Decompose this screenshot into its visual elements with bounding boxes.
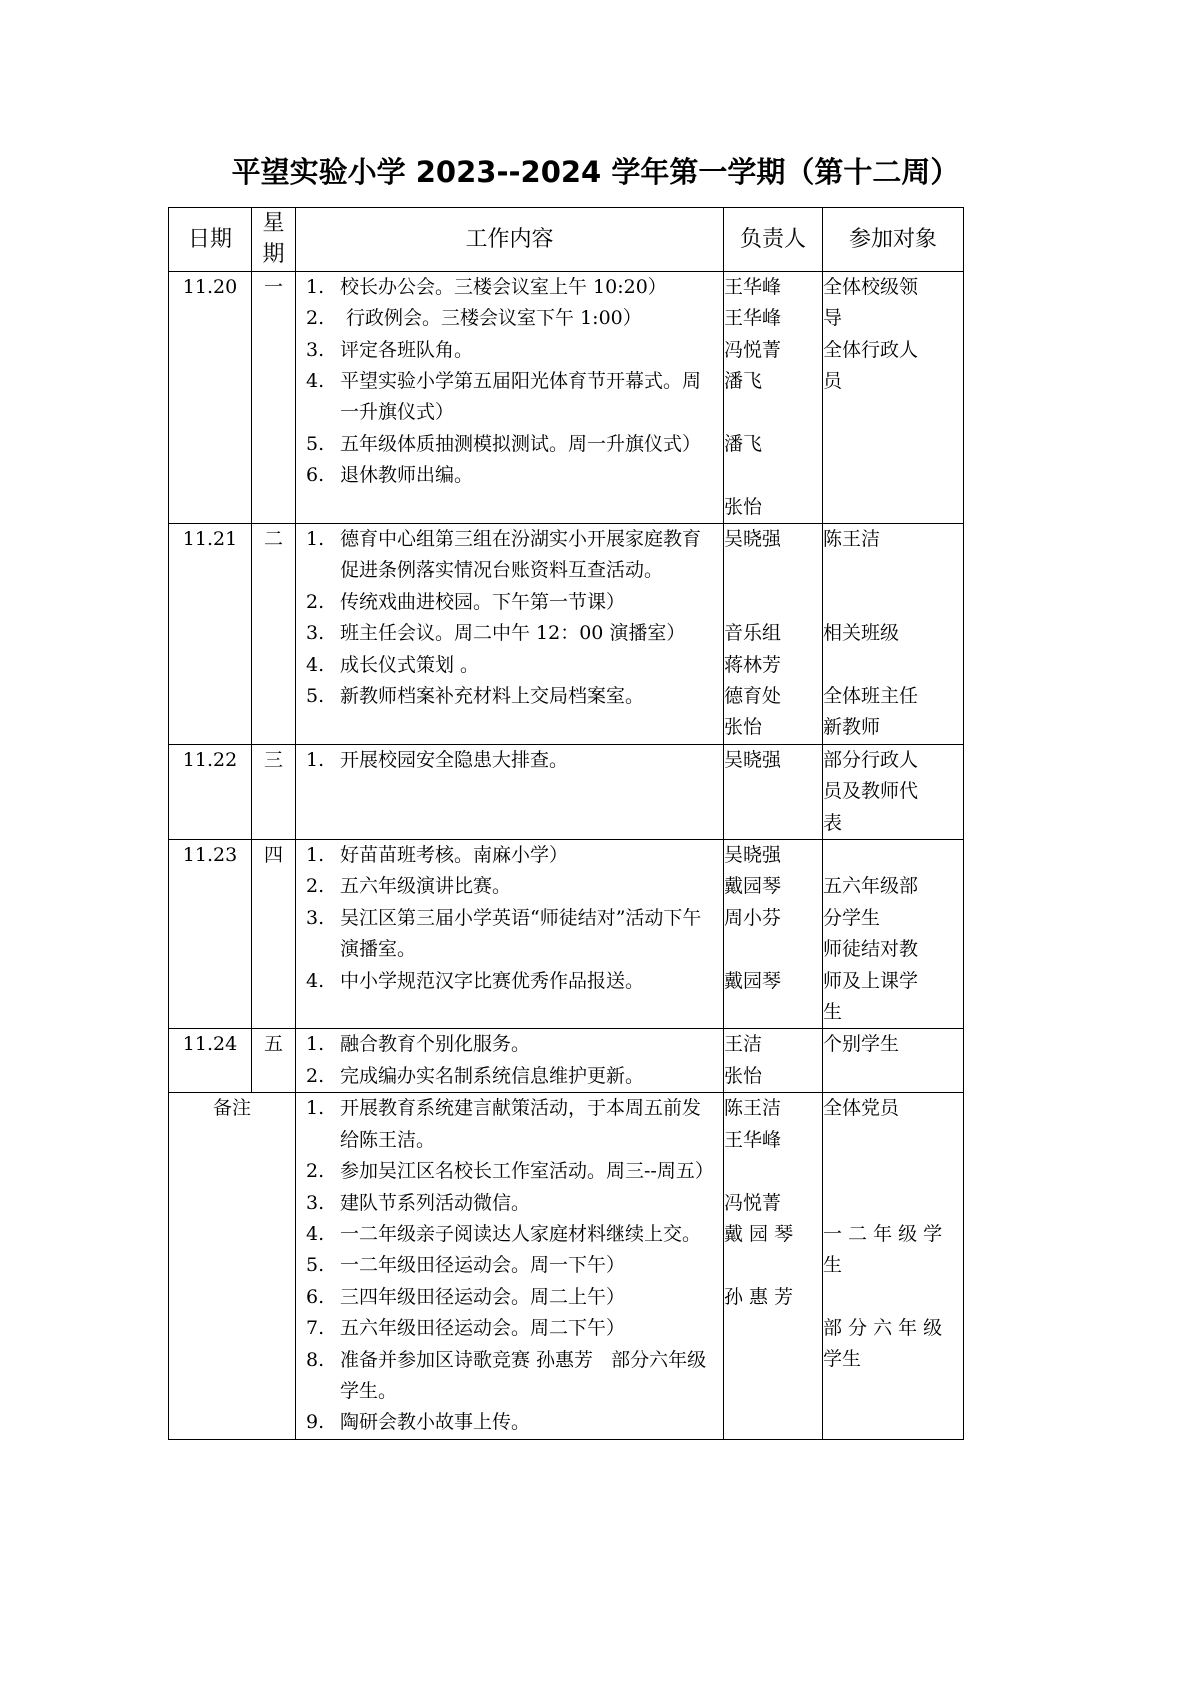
item-number: 5. — [306, 1254, 325, 1277]
list-item — [296, 1313, 717, 1344]
item-number: 4. — [306, 653, 325, 676]
target-cell-line: 生 — [823, 1001, 843, 1024]
item-text: 德育中心组第三组在汾湖实小开展家庭教育促进条例落实情况台账资料互查活动。 — [340, 528, 702, 582]
list-item — [296, 335, 717, 366]
item-text: 融合教育个别化服务。 — [340, 1033, 531, 1056]
item-text: 行政例会。三楼会议室下午 1:00） — [340, 307, 642, 330]
person-cell-line: 张怡 — [724, 495, 763, 518]
item-number: 4. — [306, 1222, 325, 1245]
page-title: 平望实验小学 2023--2024 学年第一学期（第十二周） — [231, 155, 960, 189]
item-number: 4. — [306, 969, 325, 992]
person-cell-line: 戴 园 琴 — [724, 1222, 794, 1245]
person-cell — [724, 744, 823, 839]
target-cell-line: 导 — [823, 307, 843, 330]
person-cell-line: 潘飞 — [724, 370, 763, 393]
table-row — [169, 271, 964, 523]
table-row — [169, 840, 964, 1029]
header-content: 工作内容 — [296, 208, 724, 272]
item-number: 3. — [306, 906, 325, 929]
person-cell-line — [724, 397, 822, 428]
target-cell-line: 相关班级 — [823, 622, 900, 645]
target-cell-line: 全体班主任 — [823, 685, 919, 708]
person-cell-line: 张怡 — [724, 1064, 763, 1087]
content-list — [296, 1093, 723, 1438]
target-cell-line — [823, 1187, 963, 1218]
item-text: 班主任会议。周二中午 12：00 演播室） — [340, 622, 686, 645]
target-cell-line — [823, 840, 963, 871]
item-number: 1. — [306, 844, 325, 867]
item-number: 2. — [306, 590, 325, 613]
person-cell-line: 音乐组 — [724, 622, 782, 645]
item-number: 3. — [306, 1191, 325, 1214]
header-weekday — [252, 208, 296, 272]
person-cell-line: 德育处 — [724, 685, 782, 708]
item-text: 好苗苗班考核。南麻小学） — [340, 844, 569, 867]
target-cell-line — [823, 429, 963, 460]
person-cell-line: 吴晓强 — [724, 844, 782, 867]
person-cell-line — [724, 587, 822, 618]
list-item — [296, 460, 717, 491]
target-cell-line — [823, 1061, 963, 1092]
item-text: 完成编办实名制系统信息维护更新。 — [340, 1064, 645, 1087]
date-cell: 11.20 — [169, 271, 252, 523]
target-cell-line — [823, 587, 963, 618]
target-cell-line: 员及教师代 — [823, 780, 919, 803]
target-cell-line — [823, 1125, 963, 1156]
person-cell-line — [724, 934, 822, 965]
item-text: 一二年级亲子阅读达人家庭材料继续上交。 — [340, 1222, 702, 1245]
date-cell: 11.22 — [169, 744, 252, 839]
item-text: 三四年级田径运动会。周二上午） — [340, 1285, 626, 1308]
target-cell-line — [823, 492, 963, 523]
person-cell — [724, 1029, 823, 1093]
item-number: 3. — [306, 622, 325, 645]
header-person: 负责人 — [724, 208, 823, 272]
weekday-cell: 二 — [252, 524, 296, 745]
list-item — [296, 871, 717, 902]
item-text: 吴江区第三届小学英语“师徒结对”活动下午演播室。 — [340, 906, 702, 961]
person-cell — [724, 840, 823, 1029]
target-cell-line — [823, 397, 963, 428]
weekday-cell: 五 — [252, 1029, 296, 1093]
list-item — [296, 303, 717, 334]
target-cell — [823, 271, 964, 523]
person-cell-line — [724, 1250, 822, 1281]
item-text: 陶研会教小故事上传。 — [340, 1411, 531, 1434]
list-item — [296, 1188, 717, 1219]
item-number: 2. — [306, 875, 325, 898]
list-item — [296, 745, 717, 776]
item-text: 一二年级田径运动会。周一下午） — [340, 1254, 626, 1277]
target-cell-line — [823, 1282, 963, 1313]
weekday-cell: 四 — [252, 840, 296, 1029]
target-cell-line: 五六年级部 — [823, 875, 919, 898]
person-cell — [724, 271, 823, 523]
target-cell-line: 全体校级领 — [823, 275, 919, 298]
list-item — [296, 840, 717, 871]
item-number: 5. — [306, 685, 325, 708]
list-item — [296, 966, 717, 997]
person-cell-line: 冯悦菁 — [724, 338, 782, 361]
header-row — [169, 208, 964, 272]
list-item — [296, 429, 717, 460]
target-cell-line — [823, 460, 963, 491]
date-cell: 11.23 — [169, 840, 252, 1029]
item-number: 1. — [306, 748, 325, 771]
target-cell-line: 陈王洁 — [823, 528, 881, 551]
target-cell — [823, 1029, 964, 1093]
target-cell-line — [823, 1156, 963, 1187]
weekday-cell: 三 — [252, 744, 296, 839]
person-cell — [724, 1093, 823, 1439]
person-cell-line: 王华峰 — [724, 1128, 782, 1151]
item-text: 参加吴江区名校长工作室活动。周三--周五） — [340, 1160, 714, 1183]
item-number: 6. — [306, 464, 325, 487]
item-number: 2. — [306, 1064, 325, 1087]
person-cell-line: 冯悦菁 — [724, 1191, 782, 1214]
notes-row — [169, 1093, 964, 1439]
target-cell — [823, 840, 964, 1029]
person-cell-line: 蒋林芳 — [724, 653, 782, 676]
person-cell-line — [724, 460, 822, 491]
weekday-cell: 一 — [252, 271, 296, 523]
list-item — [296, 1029, 717, 1060]
header-target: 参加对象 — [823, 208, 964, 272]
table-row — [169, 1029, 964, 1093]
list-item — [296, 618, 717, 649]
content-list — [296, 272, 723, 492]
target-cell-line: 员 — [823, 370, 843, 393]
person-cell-line — [724, 997, 822, 1028]
person-cell-line: 张怡 — [724, 716, 763, 739]
target-cell-line: 部 分 六 年 级 — [823, 1317, 943, 1340]
target-cell-line — [823, 650, 963, 681]
target-cell-line: 表 — [823, 811, 843, 834]
content-list — [296, 745, 723, 776]
list-item — [296, 650, 717, 681]
schedule-table — [168, 207, 964, 1440]
target-cell — [823, 744, 964, 839]
person-cell-line: 戴园琴 — [724, 969, 782, 992]
item-text: 准备并参加区诗歌竞赛 孙惠芳 部分六年级学生。 — [340, 1348, 707, 1402]
item-number: 1. — [306, 1033, 325, 1056]
target-cell-line: 部分行政人 — [823, 748, 919, 771]
list-item — [296, 1156, 717, 1187]
list-item — [296, 1407, 717, 1438]
person-cell-line: 孙 惠 芳 — [724, 1285, 794, 1308]
list-item — [296, 1093, 717, 1156]
item-number: 9. — [306, 1411, 325, 1434]
person-cell-line: 王华峰 — [724, 275, 782, 298]
target-cell — [823, 1093, 964, 1439]
target-cell-line — [823, 555, 963, 586]
item-number: 3. — [306, 338, 325, 361]
content-cell — [296, 1093, 724, 1439]
item-number: 8. — [306, 1348, 325, 1371]
notes-label: 备注 — [169, 1093, 296, 1439]
person-cell-line: 周小芬 — [724, 906, 782, 929]
target-cell-line: 学生 — [823, 1348, 862, 1371]
target-cell-line: 个别学生 — [823, 1033, 900, 1056]
content-list — [296, 524, 723, 712]
item-text: 校长办公会。三楼会议室上午 10:20） — [340, 275, 667, 298]
person-cell-line — [724, 1156, 822, 1187]
item-number: 7. — [306, 1317, 325, 1340]
person-cell-line: 潘飞 — [724, 432, 763, 455]
target-cell-line: 师及上课学 — [823, 969, 919, 992]
item-text: 传统戏曲进校园。下午第一节课） — [340, 590, 626, 613]
item-number: 5. — [306, 432, 325, 455]
date-cell: 11.21 — [169, 524, 252, 745]
target-cell-line: 新教师 — [823, 716, 881, 739]
content-cell — [296, 1029, 724, 1093]
person-cell-line — [724, 776, 822, 807]
item-number: 1. — [306, 275, 325, 298]
item-text: 成长仪式策划 。 — [340, 653, 480, 676]
list-item — [296, 272, 717, 303]
item-text: 新教师档案补充材料上交局档案室。 — [340, 685, 645, 708]
target-cell-line: 一 二 年 级 学 — [823, 1222, 943, 1245]
item-text: 退休教师出编。 — [340, 464, 474, 487]
item-text: 平望实验小学第五届阳光体育节开幕式。周一升旗仪式） — [340, 370, 702, 424]
content-cell — [296, 271, 724, 523]
table-row — [169, 744, 964, 839]
item-number: 6. — [306, 1285, 325, 1308]
list-item — [296, 1061, 717, 1092]
item-text: 开展教育系统建言献策活动，于本周五前发给陈王洁。 — [340, 1097, 702, 1151]
list-item — [296, 587, 717, 618]
header-date: 日期 — [169, 208, 252, 272]
target-cell-line: 分学生 — [823, 906, 881, 929]
item-text: 建队节系列活动微信。 — [340, 1191, 531, 1214]
list-item — [296, 366, 717, 429]
target-cell — [823, 524, 964, 745]
person-cell-line: 吴晓强 — [724, 748, 782, 771]
person-cell — [724, 524, 823, 745]
item-number: 2. — [306, 1160, 325, 1183]
person-cell-line: 王华峰 — [724, 307, 782, 330]
content-list — [296, 840, 723, 997]
item-number: 1. — [306, 1097, 325, 1120]
target-cell-line: 生 — [823, 1254, 843, 1277]
item-text: 五年级体质抽测模拟测试。周一升旗仪式） — [340, 432, 702, 455]
list-item — [296, 1250, 717, 1281]
target-cell-line: 师徒结对教 — [823, 938, 919, 961]
item-text: 五六年级田径运动会。周二下午） — [340, 1317, 626, 1340]
header-weekday-line: 期 — [262, 242, 285, 268]
person-cell-line: 吴晓强 — [724, 528, 782, 551]
list-item — [296, 681, 717, 712]
header-weekday-line: 星 — [262, 211, 285, 236]
content-cell — [296, 840, 724, 1029]
content-list — [296, 1029, 723, 1092]
item-text: 评定各班队角。 — [340, 338, 474, 361]
item-text: 开展校园安全隐患大排查。 — [340, 748, 569, 771]
target-cell-line: 全体行政人 — [823, 338, 919, 361]
table-row — [169, 524, 964, 745]
list-item — [296, 524, 717, 587]
item-text: 中小学规范汉字比赛优秀作品报送。 — [340, 969, 645, 992]
list-item — [296, 1345, 717, 1408]
item-number: 4. — [306, 370, 325, 393]
item-number: 1. — [306, 528, 325, 551]
list-item — [296, 1219, 717, 1250]
content-cell — [296, 524, 724, 745]
person-cell-line: 王洁 — [724, 1033, 763, 1056]
content-cell — [296, 744, 724, 839]
person-cell-line: 陈王洁 — [724, 1097, 782, 1120]
target-cell-line: 全体党员 — [823, 1097, 900, 1120]
date-cell: 11.24 — [169, 1029, 252, 1093]
list-item — [296, 903, 717, 966]
person-cell-line — [724, 555, 822, 586]
item-text: 五六年级演讲比赛。 — [340, 875, 512, 898]
person-cell-line — [724, 808, 822, 839]
person-cell-line: 戴园琴 — [724, 875, 782, 898]
item-number: 2. — [306, 307, 325, 330]
list-item — [296, 1282, 717, 1313]
